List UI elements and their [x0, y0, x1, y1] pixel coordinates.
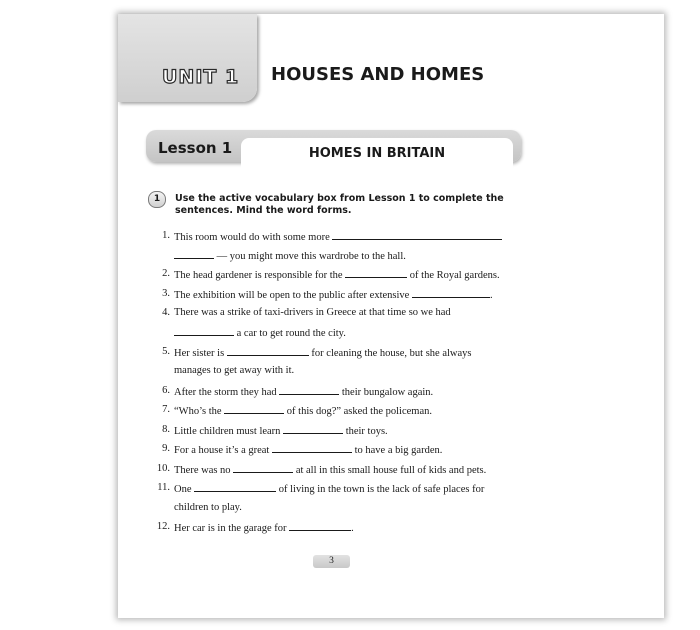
unit-title: HOUSES AND HOMES	[271, 64, 485, 85]
sentence-part: After the storm they had	[174, 387, 277, 398]
answer-blank[interactable]	[174, 248, 214, 259]
sentence-part: — you might move this wardrobe to the hall.	[216, 251, 406, 262]
sentence-text	[174, 267, 500, 282]
sentence-part: Her car is in the garage for	[174, 523, 287, 534]
sentence-number: 12.	[156, 521, 170, 532]
sentence-number: 1.	[162, 230, 170, 241]
exercise-number: 1	[148, 191, 166, 208]
sentence-text	[174, 384, 433, 399]
answer-blank[interactable]	[283, 423, 343, 434]
answer-blank[interactable]	[233, 462, 293, 473]
sentence-part: Her sister is	[174, 348, 225, 359]
lesson-label: Lesson 1	[158, 139, 233, 157]
answer-blank[interactable]	[289, 520, 351, 531]
sentence-part: One	[174, 484, 192, 495]
sentence-part: children to play.	[174, 502, 242, 513]
sentence-number: 7.	[162, 404, 170, 415]
sentence-text	[174, 229, 502, 244]
lesson-title: HOMES IN BRITAIN	[308, 146, 446, 161]
sentence-part: at all in this small house full of kids and pets.	[295, 465, 487, 476]
sentence-text	[174, 287, 493, 302]
sentence-text	[174, 345, 472, 360]
sentence-number: 2.	[162, 268, 170, 279]
sentence-part: The exhibition will be open to the public after extensive	[174, 290, 410, 301]
sentence-number: 5.	[162, 346, 170, 357]
sentence-number: 8.	[162, 424, 170, 435]
sentence-part: The head gardener is responsible for the	[174, 270, 343, 281]
answer-blank[interactable]	[332, 229, 502, 240]
sentence-text	[174, 520, 354, 535]
sentence-text	[174, 501, 242, 514]
sentence-part: for cleaning the house, but she always	[311, 348, 472, 359]
answer-blank[interactable]	[224, 403, 284, 414]
sentence-part: of living in the town is the lack of safe places for	[278, 484, 485, 495]
sentence-part: their bungalow again.	[341, 387, 434, 398]
sentence-part: a car to get round the city.	[236, 328, 346, 339]
sentence-part: manages to get away with it.	[174, 365, 295, 376]
sentence-number: 3.	[162, 288, 170, 299]
sentence-text	[174, 325, 346, 340]
sentence-text	[174, 481, 484, 496]
sentence-part: .	[351, 523, 354, 534]
sentence-text	[174, 442, 442, 457]
sentence-part: There was no	[174, 465, 231, 476]
sentence-part: For a house it’s a great	[174, 445, 270, 456]
answer-blank[interactable]	[279, 384, 339, 395]
sentence-number: 9.	[162, 443, 170, 454]
sentence-part: of this dog?” asked the policeman.	[286, 406, 432, 417]
sentence-text	[174, 364, 294, 377]
unit-tab	[118, 14, 257, 102]
sentence-part: .	[489, 290, 493, 301]
sentence-part: This room would do with some more	[174, 232, 330, 243]
workbook-page	[118, 14, 664, 618]
answer-blank[interactable]	[194, 481, 276, 492]
sentence-text	[174, 423, 388, 438]
answer-blank[interactable]	[345, 267, 407, 278]
sentence-number: 6.	[162, 385, 170, 396]
sentence-text	[174, 462, 486, 477]
sentence-part: Little children must learn	[174, 426, 281, 437]
page-number: 3	[313, 555, 350, 568]
unit-label: UNIT 1	[162, 66, 240, 88]
sentence-number: 4.	[162, 307, 170, 318]
answer-blank[interactable]	[174, 325, 234, 336]
answer-blank[interactable]	[227, 345, 309, 356]
sentence-number: 11.	[157, 482, 170, 493]
exercise-instruction: Use the active vocabulary box from Lesson 1 to complete the sentences. Mind the word forms.	[175, 193, 504, 216]
sentence-part: “Who’s the	[174, 406, 222, 417]
sentence-text	[174, 306, 451, 319]
sentence-number: 10.	[156, 463, 170, 474]
sentence-part: There was a strike of taxi-drivers in Greece at that time so we had	[174, 307, 451, 318]
sentence-part: their toys.	[345, 426, 388, 437]
sentence-text	[174, 248, 406, 263]
answer-blank[interactable]	[272, 442, 352, 453]
sentence-part: to have a big garden.	[354, 445, 443, 456]
sentence-text	[174, 403, 432, 418]
sentence-part: of the Royal gardens.	[409, 270, 500, 281]
answer-blank[interactable]	[412, 287, 490, 298]
